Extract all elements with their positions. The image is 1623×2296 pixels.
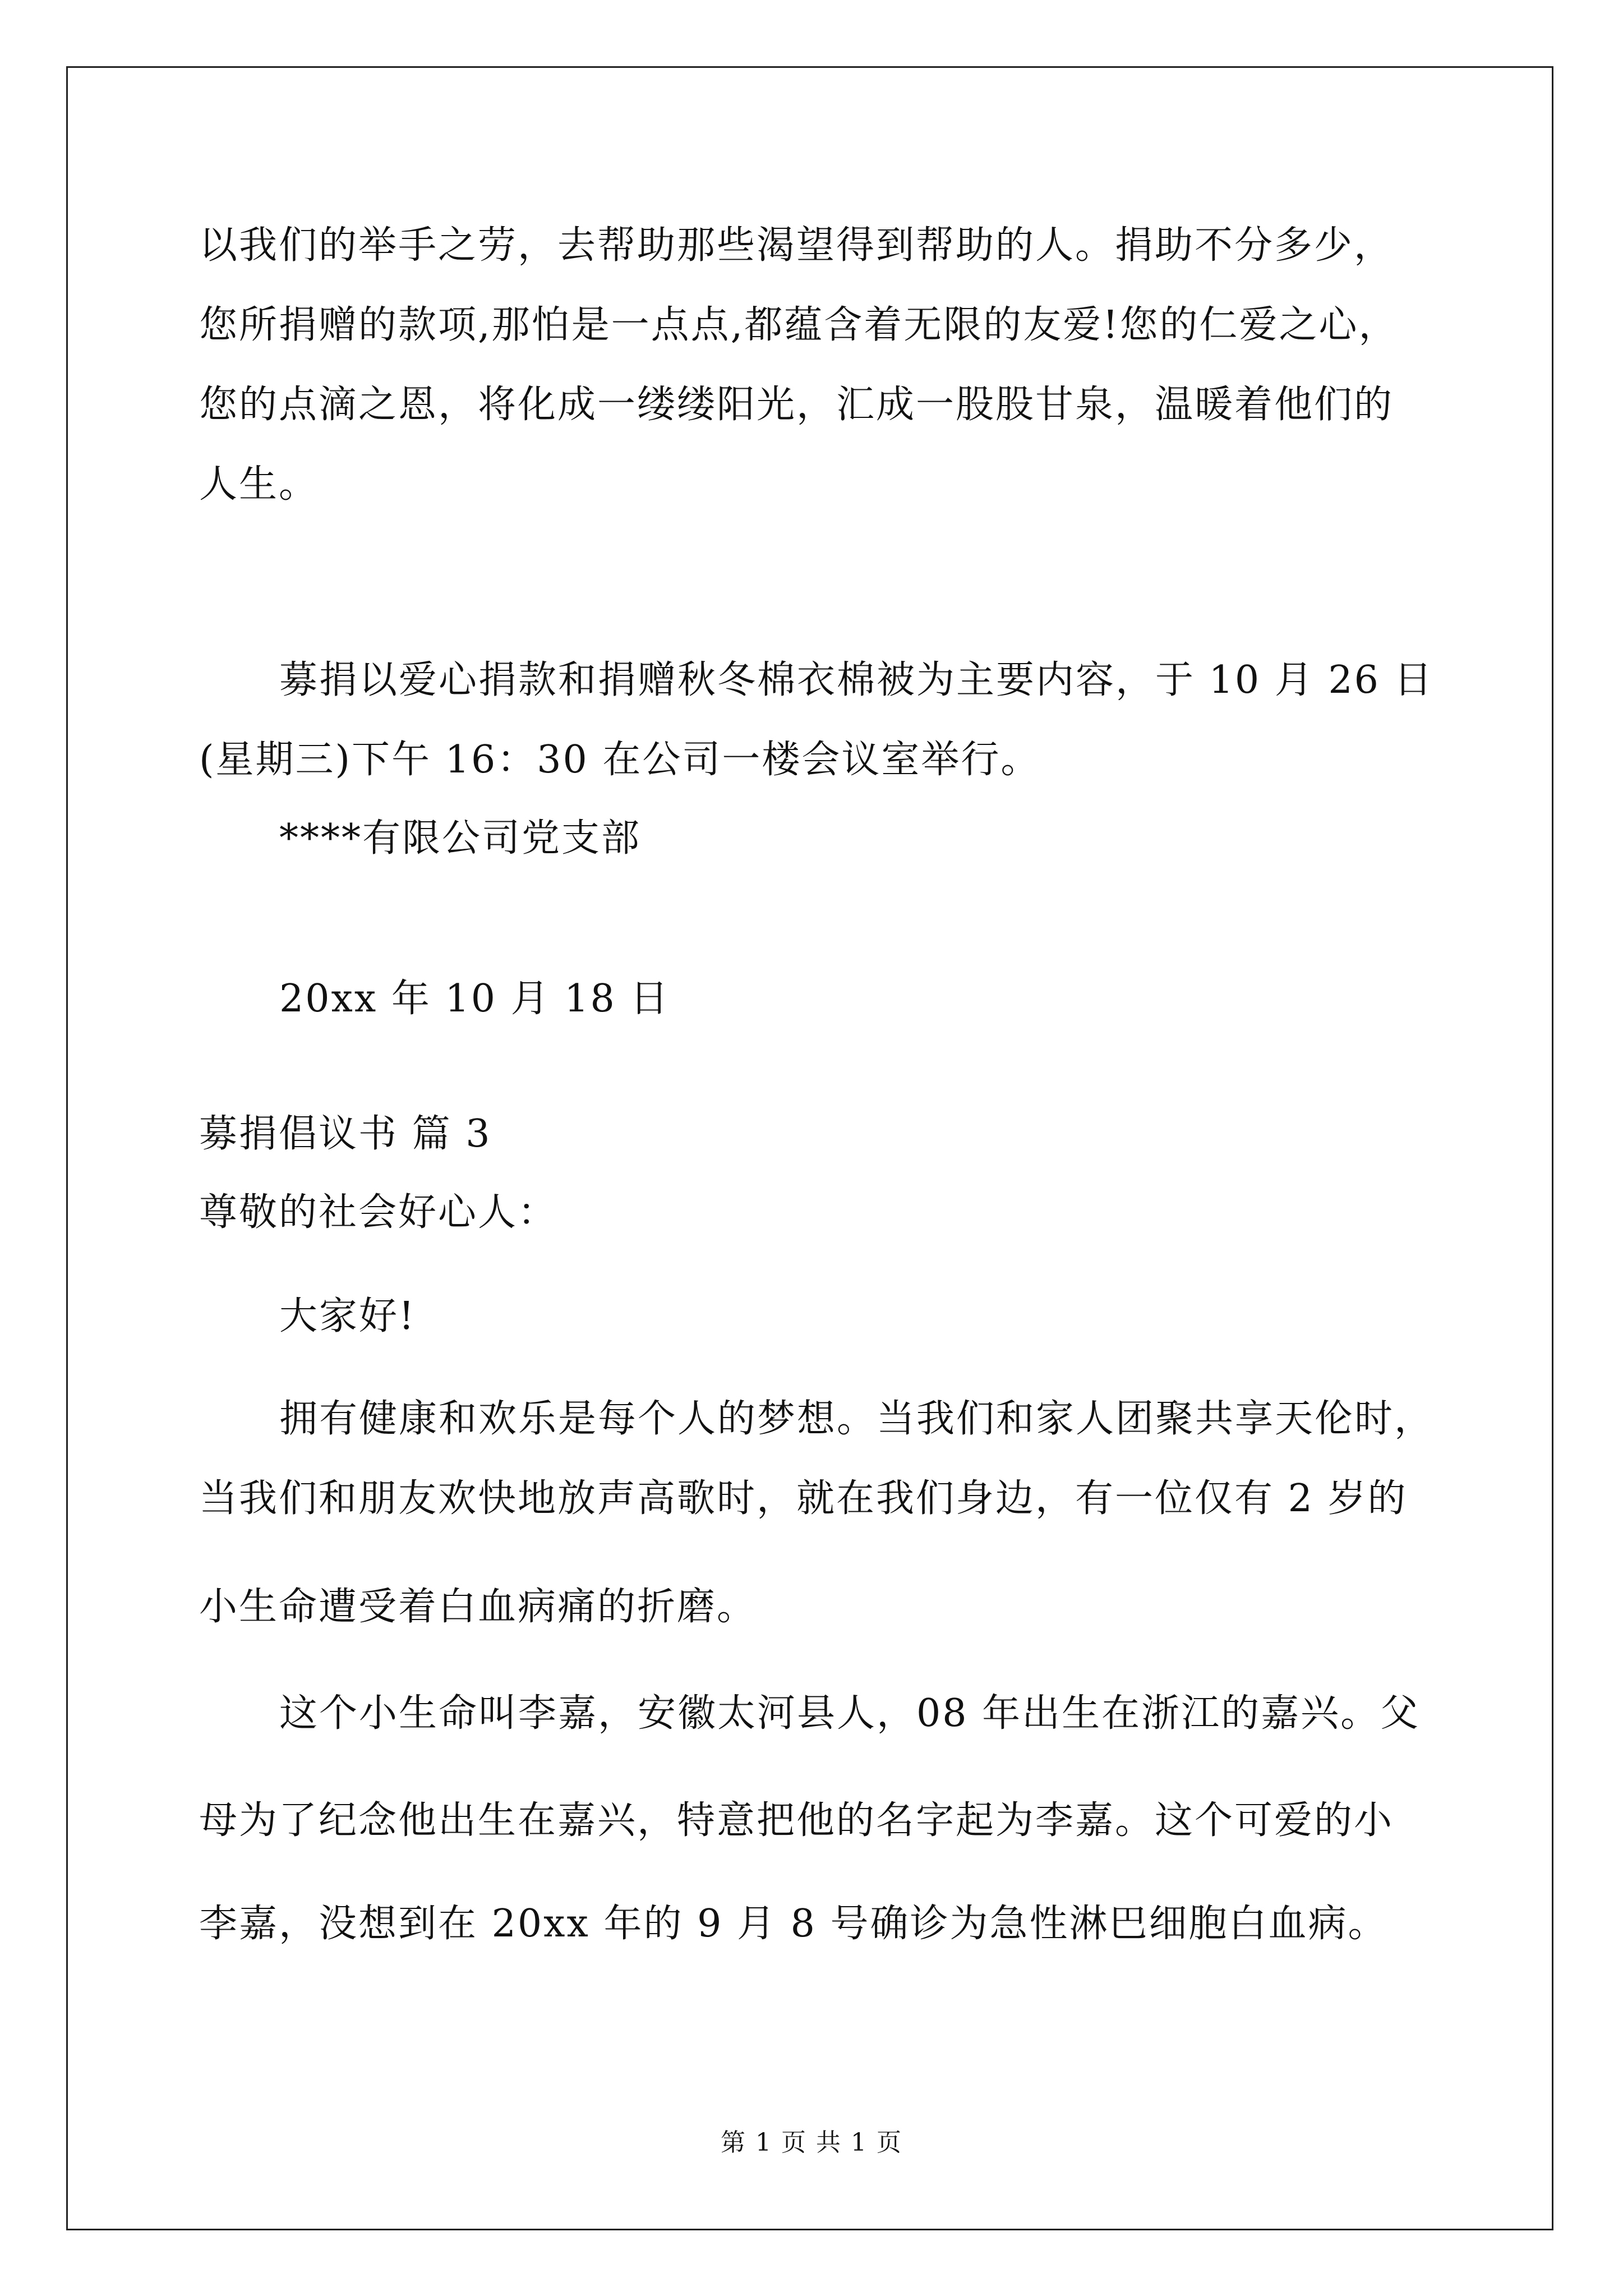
section-heading: 募捐倡议书 篇 3: [199, 1112, 492, 1156]
paragraph-line: 李嘉，没想到在 20xx 年的 9 月 8 号确诊为急性淋巴细胞白血病。: [199, 1902, 1388, 1946]
salutation: 尊敬的社会好心人：: [199, 1190, 558, 1235]
paragraph-line: 人生。: [199, 462, 319, 507]
paragraph-line: 小生命遭受着白血病痛的折磨。: [199, 1585, 757, 1629]
paragraph-line: 当我们和朋友欢快地放声高歌时，就在我们身边，有一位仅有 2 岁的: [199, 1476, 1408, 1521]
paragraph-line: 募捐以爱心捐款和捐赠秋冬棉衣棉被为主要内容，于 10 月 26 日: [279, 658, 1434, 702]
paragraph-line: 拥有健康和欢乐是每个人的梦想。当我们和家人团聚共享天伦时，: [279, 1397, 1435, 1441]
paragraph-line: (星期三)下午 16：30 在公司一楼会议室举行。: [199, 738, 1041, 782]
signature-organization: ****有限公司党支部: [279, 816, 642, 861]
paragraph-line: 您的点滴之恩，将化成一缕缕阳光，汇成一股股甘泉，温暖着他们的: [199, 383, 1394, 427]
paragraph-line: 母为了纪念他出生在嘉兴，特意把他的名字起为李嘉。这个可爱的小: [199, 1798, 1394, 1843]
greeting: 大家好!: [279, 1294, 416, 1338]
page-footer: 第 1 页 共 1 页: [721, 2128, 902, 2157]
paragraph-line: 您所捐赠的款项,那怕是一点点,都蕴含着无限的友爱!您的仁爱之心，: [199, 303, 1399, 347]
paragraph-line: 以我们的举手之劳，去帮助那些渴望得到帮助的人。捐助不分多少，: [199, 223, 1394, 268]
signature-date: 20xx 年 10 月 18 日: [279, 977, 670, 1021]
paragraph-line: 这个小生命叫李嘉，安徽太河县人，08 年出生在浙江的嘉兴。父: [279, 1691, 1421, 1736]
